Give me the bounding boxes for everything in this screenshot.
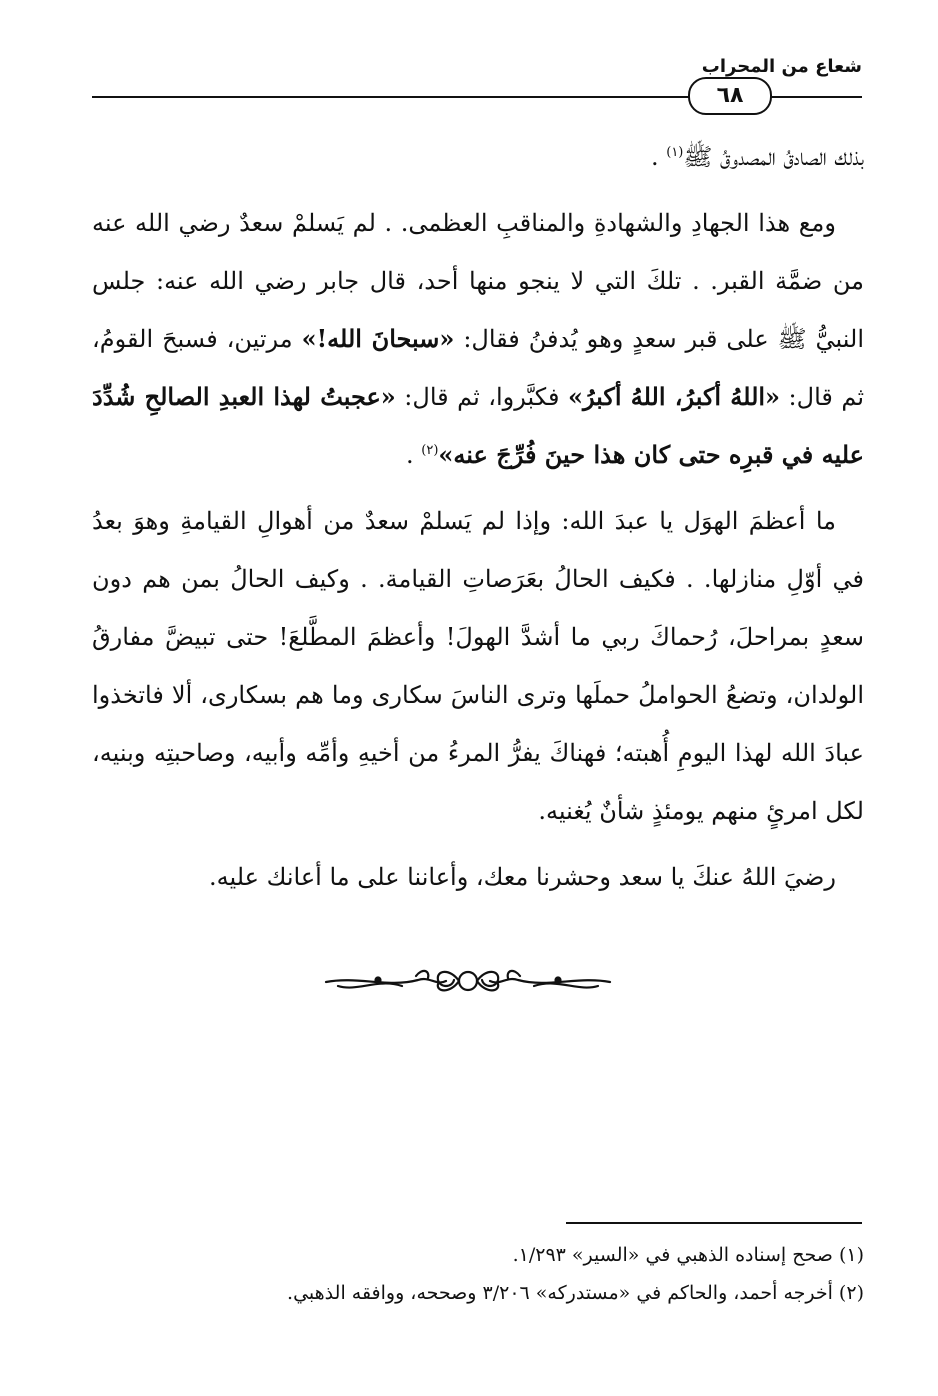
paragraph-2 <box>92 194 864 484</box>
main-text <box>92 128 864 914</box>
footnote-ref-1: (١) <box>666 145 684 160</box>
ornament-divider <box>318 956 618 1006</box>
paragraph-1 <box>92 128 864 186</box>
footnote-rule <box>566 1222 862 1224</box>
paragraph-3: ما أعظمَ الهوَل يا عبدَ الله: وإذا لم يَسلمْ سعدٌ من أهوالِ القيامةِ وهوَ بعدُ في أوّلِ منازلها. . فكيف الحالُ بعَرَصاتِ القيامة. . وكيف الحالُ بمن هم دون سعدٍ بمراحلَ، رُحماكَ ربي ما أشدَّ الهولَ! وأعظمَ المطَّلعَ! حتى تبيضَّ مفارقُ الولدان، وتضعُ الحواملُ حملَها وترى الناسَ سكارى وما هم بسكارى، ألا فاتخذوا عبادَ الله لهذا اليومِ أُهبته؛ فهناكَ يفرُّ المرءُ من أخيهِ وأمِّه وأبيه، وصاحبتِه وبنيه، لكل امرئٍ منهم يومئذٍ شأنٌ يُغنيه. <box>92 507 864 825</box>
page-number: ٦٨ <box>688 77 772 115</box>
paragraph-1-text: بذلك الصادقُ المصدوقُ ﷺ <box>683 143 864 171</box>
footnote-1: (١) صحح إسناده الذهبي في «السير» ١/٢٩٣. <box>512 1244 864 1266</box>
quote-allahu-akbar: «اللهُ أكبرُ، اللهُ أكبرُ» <box>567 382 781 411</box>
paragraph-2-part-1: ومع هذا الجهادِ والشهادةِ والمناقبِ العظمى. . لم يَسلمْ سعدٌ رضي الله عنه من ضمَّة القبر. . تلكَ التي لا ينجو منها أحد، قال جابر رضي الله عنه: جلس النبيُّ ﷺ على قبر سعدٍ وهو يُدفنُ فقال: <box>92 209 864 353</box>
paragraph-2-end: . <box>406 441 414 469</box>
page-header <box>92 52 862 112</box>
paragraph-1-end: . <box>650 143 659 171</box>
quote-subhanallah: «سبحانَ الله!» <box>301 324 455 353</box>
quote-ajibtu: «عجبتُ لهذا العبدِ الصالحِ شُدِّدَ عليه في قبرِه حتى كان هذا حينَ فُرِّجَ عنه» <box>92 382 864 469</box>
footnote-2: (٢) أخرجه أحمد، والحاكم في «مستدركه» ٣/٢٠٦ وصححه، ووافقه الذهبي. <box>287 1282 864 1304</box>
book-title: شعاع من المحراب <box>701 56 862 77</box>
paragraph-4: رضيَ اللهُ عنكَ يا سعد وحشرنا معك، وأعاننا على ما أعانك عليه. <box>209 863 836 891</box>
paragraph-2-part-3: فكبَّروا، ثم قال: <box>395 383 568 411</box>
footnotes <box>92 1236 864 1312</box>
paragraph-2-part-2: مرتين، فسبحَ القومُ، ثم قال: <box>92 325 864 411</box>
footnote-ref-2: (٢) <box>421 443 439 458</box>
